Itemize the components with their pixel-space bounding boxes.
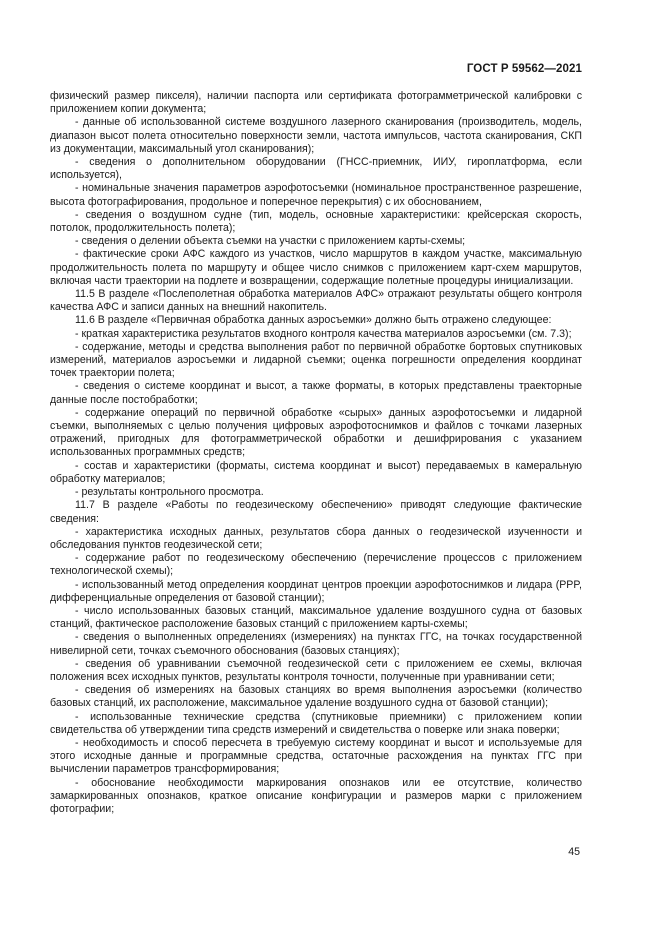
body-paragraph: - содержание, методы и средства выполнения работ по первичной обработке бортовых спутниковых измерений, материалов аэросъемки и лидарной съемки; оценка погрешности определения координат точек траектории полета;	[50, 340, 582, 380]
body-paragraph: - сведения о делении объекта съемки на участки с приложением карты-схемы;	[75, 235, 466, 248]
body-paragraph: - содержание работ по геодезическому обеспечению (перечисление процессов с приложением технологической схемы);	[50, 552, 582, 578]
page-number: 45	[568, 846, 580, 858]
document-header-id: ГОСТ Р 59562—2021	[466, 63, 582, 75]
body-paragraph: - сведения о выполненных определениях (измерениях) на пунктах ГГС, на точках государственной нивелирной сети, точках съемочного обоснования (базовых станциях);	[50, 631, 582, 657]
body-paragraph: - сведения об уравнивании съемочной геодезической сети с приложением ее схемы, включая положения всех исходных пунктов, результаты контроля точности, полученные при уравнивании сети;	[50, 657, 582, 683]
body-paragraph: - сведения о системе координат и высот, а также форматы, в которых представлены траекторные данные после постобработки;	[50, 380, 582, 406]
body-paragraph: - сведения о воздушном судне (тип, модель, основные характеристики: крейсерская скорость, потолок, продолжительность полета);	[50, 208, 582, 235]
body-paragraph: - номинальные значения параметров аэрофотосъемки (номинальное пространственное разрешение, высота фотографирования, продольное и поперечное перекрытия) с их обоснованием,	[50, 182, 582, 208]
body-paragraph: - сведения о дополнительном оборудовании (ГНСС-приемник, ИИУ, гироплатформа, если используется),	[50, 156, 582, 182]
body-paragraph: физический размер пикселя), наличии паспорта или сертификата фотограмметрической калибровки с приложением копии документа;	[50, 90, 582, 116]
body-paragraph: - необходимость и способ пересчета в требуемую систему координат и высот и используемые для этого исходные данные и программные средства, остаточные расхождения на пунктах ГГС при вычислении параметров трансформирования;	[50, 736, 582, 776]
body-paragraph: - краткая характеристика результатов входного контроля качества материалов аэросъемки (см. 7.3);	[75, 327, 572, 340]
body-paragraph: - фактические сроки АФС каждого из участков, число маршрутов в каждом участке, максимальную продолжительность полета по маршруту и общее число снимков с приложением карт-схем маршрутов, включая части траектории на подлете и возвращении, содержащие полетные процедуры инициализации.	[50, 248, 582, 287]
body-paragraph: - содержание операций по первичной обработке «сырых» данных аэрофотосъемки и лидарной съемки, выполняемых с целью получения цифровых аэрофотоснимков и файлов с точками лазерных отражений, пригодных для фотограмметрической обработки и дешифрирования с указанием использованных программных средств;	[50, 406, 582, 459]
body-paragraph: - данные об использованной системе воздушного лазерного сканирования (производитель, модель, диапазон высот полета относительно поверхности земли, частота импульсов, частота сканирования, СКП из документации, максимальный угол сканирования);	[50, 116, 582, 155]
document-body	[50, 90, 582, 816]
body-paragraph: - число использованных базовых станций, максимальное удаление воздушного судна от базовых станций, фактическое расположение базовых станций с приложением карты-схемы;	[50, 604, 582, 631]
body-paragraph: 11.7 В разделе «Работы по геодезическому обеспечению» приводят следующие фактические сведения:	[50, 499, 582, 525]
body-paragraph: - использованный метод определения координат центров проекции аэрофотоснимков и лидара (PPP, дифференциальные определения от базовой станции);	[50, 578, 582, 604]
body-paragraph: 11.5 В разделе «Послеполетная обработка материалов АФС» отражают результаты общего контроля качества АФС и записи данных на внешний накопитель.	[50, 288, 582, 314]
body-paragraph: - результаты контрольного просмотра.	[75, 486, 264, 499]
body-paragraph: - использованные технические средства (спутниковые приемники) с приложением копии свидетельства об утверждении типа средств измерений и свидетельства о поверке или знака поверки;	[50, 710, 582, 736]
body-paragraph: - обоснование необходимости маркирования опознаков или ее отсутствие, количество замаркированных опознаков, краткое описание конфигурации и размеров марки с приложением фотографии;	[50, 776, 582, 815]
body-paragraph: - характеристика исходных данных, результатов сбора данных о геодезической изученности и обследования пунктов геодезической сети;	[50, 525, 582, 551]
body-paragraph: - состав и характеристики (форматы, система координат и высот) передаваемых в камеральную обработку материалов;	[50, 459, 582, 485]
body-paragraph: - сведения об измерениях на базовых станциях во время выполнения аэросъемки (количество базовых станций, их расположение, максимальное удаление воздушного судна от базовой станции);	[50, 684, 582, 710]
body-paragraph: 11.6 В разделе «Первичная обработка данных аэросъемки» должно быть отражено следующее:	[75, 314, 552, 327]
